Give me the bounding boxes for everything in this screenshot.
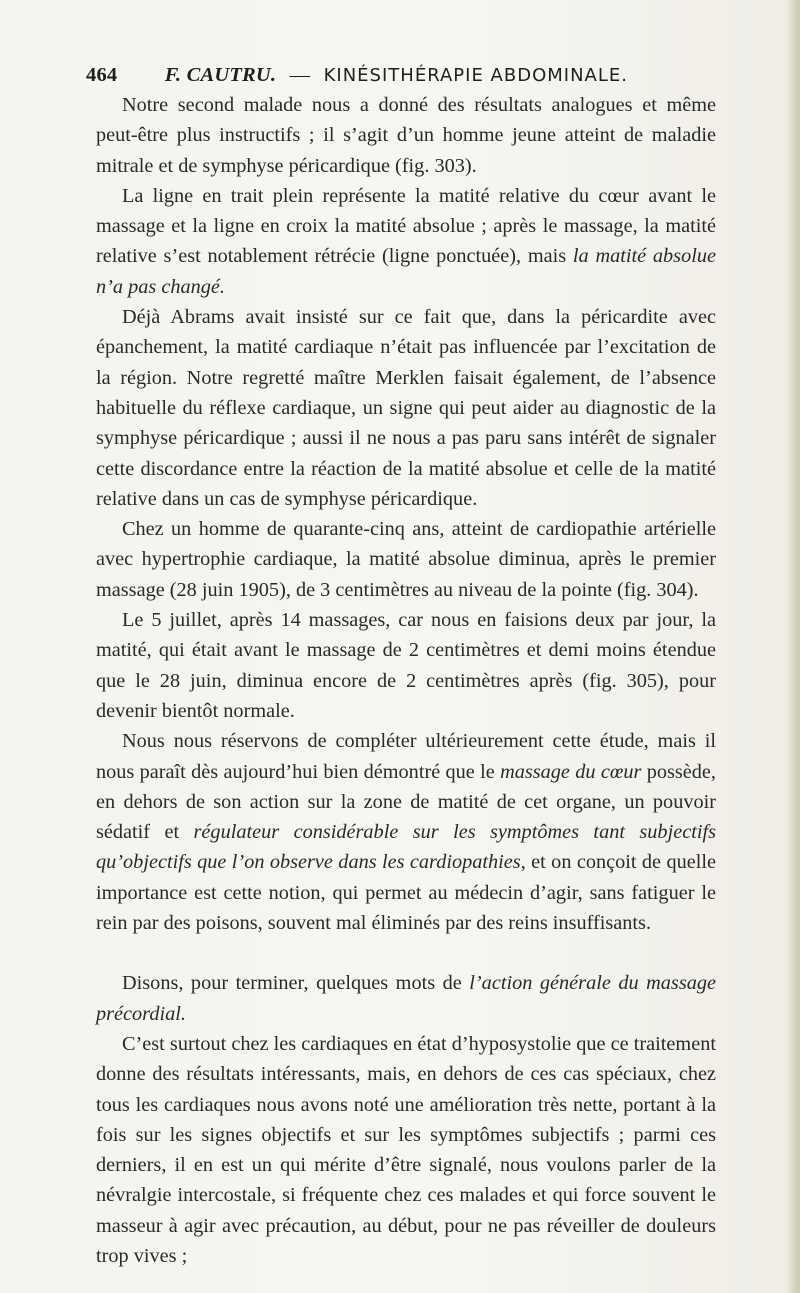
- paragraph: [96, 90, 716, 181]
- text-run: Notre second malade nous a donné des résultats analogues et même peut-être plus instructifs ; il s’agit d’un homme jeune atteint de maladie mitrale et de symphyse péricardique (fig. 303).: [96, 94, 716, 177]
- header-author: F. CAUTRU.: [164, 64, 277, 86]
- text-run: Déjà Abrams avait insisté sur ce fait que, dans la péricardite avec épanchement, la matité cardiaque n’était pas influencée par l’excitation de la région. Notre regretté maître Merklen faisait également, de l’absence habituelle du réflexe cardiaque, un signe qui peut aider au diagnostic de la symphyse péricardique ; aussi il ne nous a pas paru sans intérêt de signaler cette discordance entre la réaction de la matité absolue et celle de la matité relative dans un cas de symphyse péricardique.: [96, 306, 716, 510]
- italic-run: massage du cœur: [500, 760, 642, 783]
- paragraph: [96, 968, 716, 1029]
- text-run: possède, en dehors de son action sur la zone de matité de cet organe, un pouvoir sédatif et: [96, 760, 716, 844]
- header-separator: —: [289, 64, 311, 86]
- text-run: Le 5 juillet, après 14 massages, car nous en faisions deux par jour, la matité, qui était avant le massage de 2 centimètres et demi moins étendue que le 28 juin, diminua encore de 2 centimètres après (fig. 305), pour devenir bientôt normale.: [96, 609, 716, 722]
- italic-run: l’action générale du massage précordial.: [96, 972, 716, 1025]
- italic-run: régulateur considérable sur les symptômes tant subjectifs qu’objectifs que l’on observe dans les cardiopathies: [96, 821, 717, 874]
- running-header: [86, 64, 726, 87]
- italic-run: la matité absolue n’a pas changé.: [96, 245, 716, 298]
- page-number: 464: [86, 64, 118, 86]
- paragraph: [96, 181, 716, 302]
- text-run: Chez un homme de quarante-cinq ans, atteint de cardiopathie artérielle avec hypertrophie cardiaque, la matité absolue diminua, après le premier massage (28 juin 1905), de 3 centimètres au niveau de la pointe (fig. 304).: [96, 518, 716, 601]
- text-run: , et on conçoit de quelle importance est cette notion, qui permet au médecin d’agir, sans fatiguer le rein par des poisons, souvent mal éliminés par des reins insuffisants.: [96, 851, 716, 935]
- text-run: Disons, pour terminer, quelques mots de: [122, 972, 470, 995]
- text-run: Nous nous réservons de compléter ultérieurement cette étude, mais il nous paraît dès aujourd’hui bien démontré que le: [96, 730, 716, 783]
- body-text: [96, 90, 716, 1271]
- paragraph: [96, 726, 716, 938]
- paragraph: [96, 605, 716, 726]
- text-run: La ligne en trait plein représente la matité relative du cœur avant le massage et la ligne en croix la matité absolue ; après le massage, la matité relative s’est notablement rétrécie (ligne ponctuée), mais: [96, 184, 716, 268]
- text-run: C’est surtout chez les cardiaques en état d’hyposystolie que ce traitement donne des résultats intéressants, mais, en dehors de ces cas spéciaux, chez tous les cardiaques nous avons noté une amélioration très nette, portant à la fois sur les signes objectifs et sur les symptômes subjectifs ; parmi ces derniers, il en est un qui mérite d’être signalé, nous voulons parler de la névralgie intercostale, si fréquente chez ces malades et qui force souvent le masseur à agir avec précaution, au début, pour ne pas réveiller de douleurs trop vives ;: [96, 1032, 716, 1267]
- paragraph: [96, 1029, 716, 1271]
- header-title: KINÉSITHÉRAPIE ABDOMINALE.: [323, 65, 628, 86]
- paragraph: [96, 514, 716, 605]
- page-edge-shadow: [786, 0, 800, 1293]
- paragraph: [96, 302, 716, 514]
